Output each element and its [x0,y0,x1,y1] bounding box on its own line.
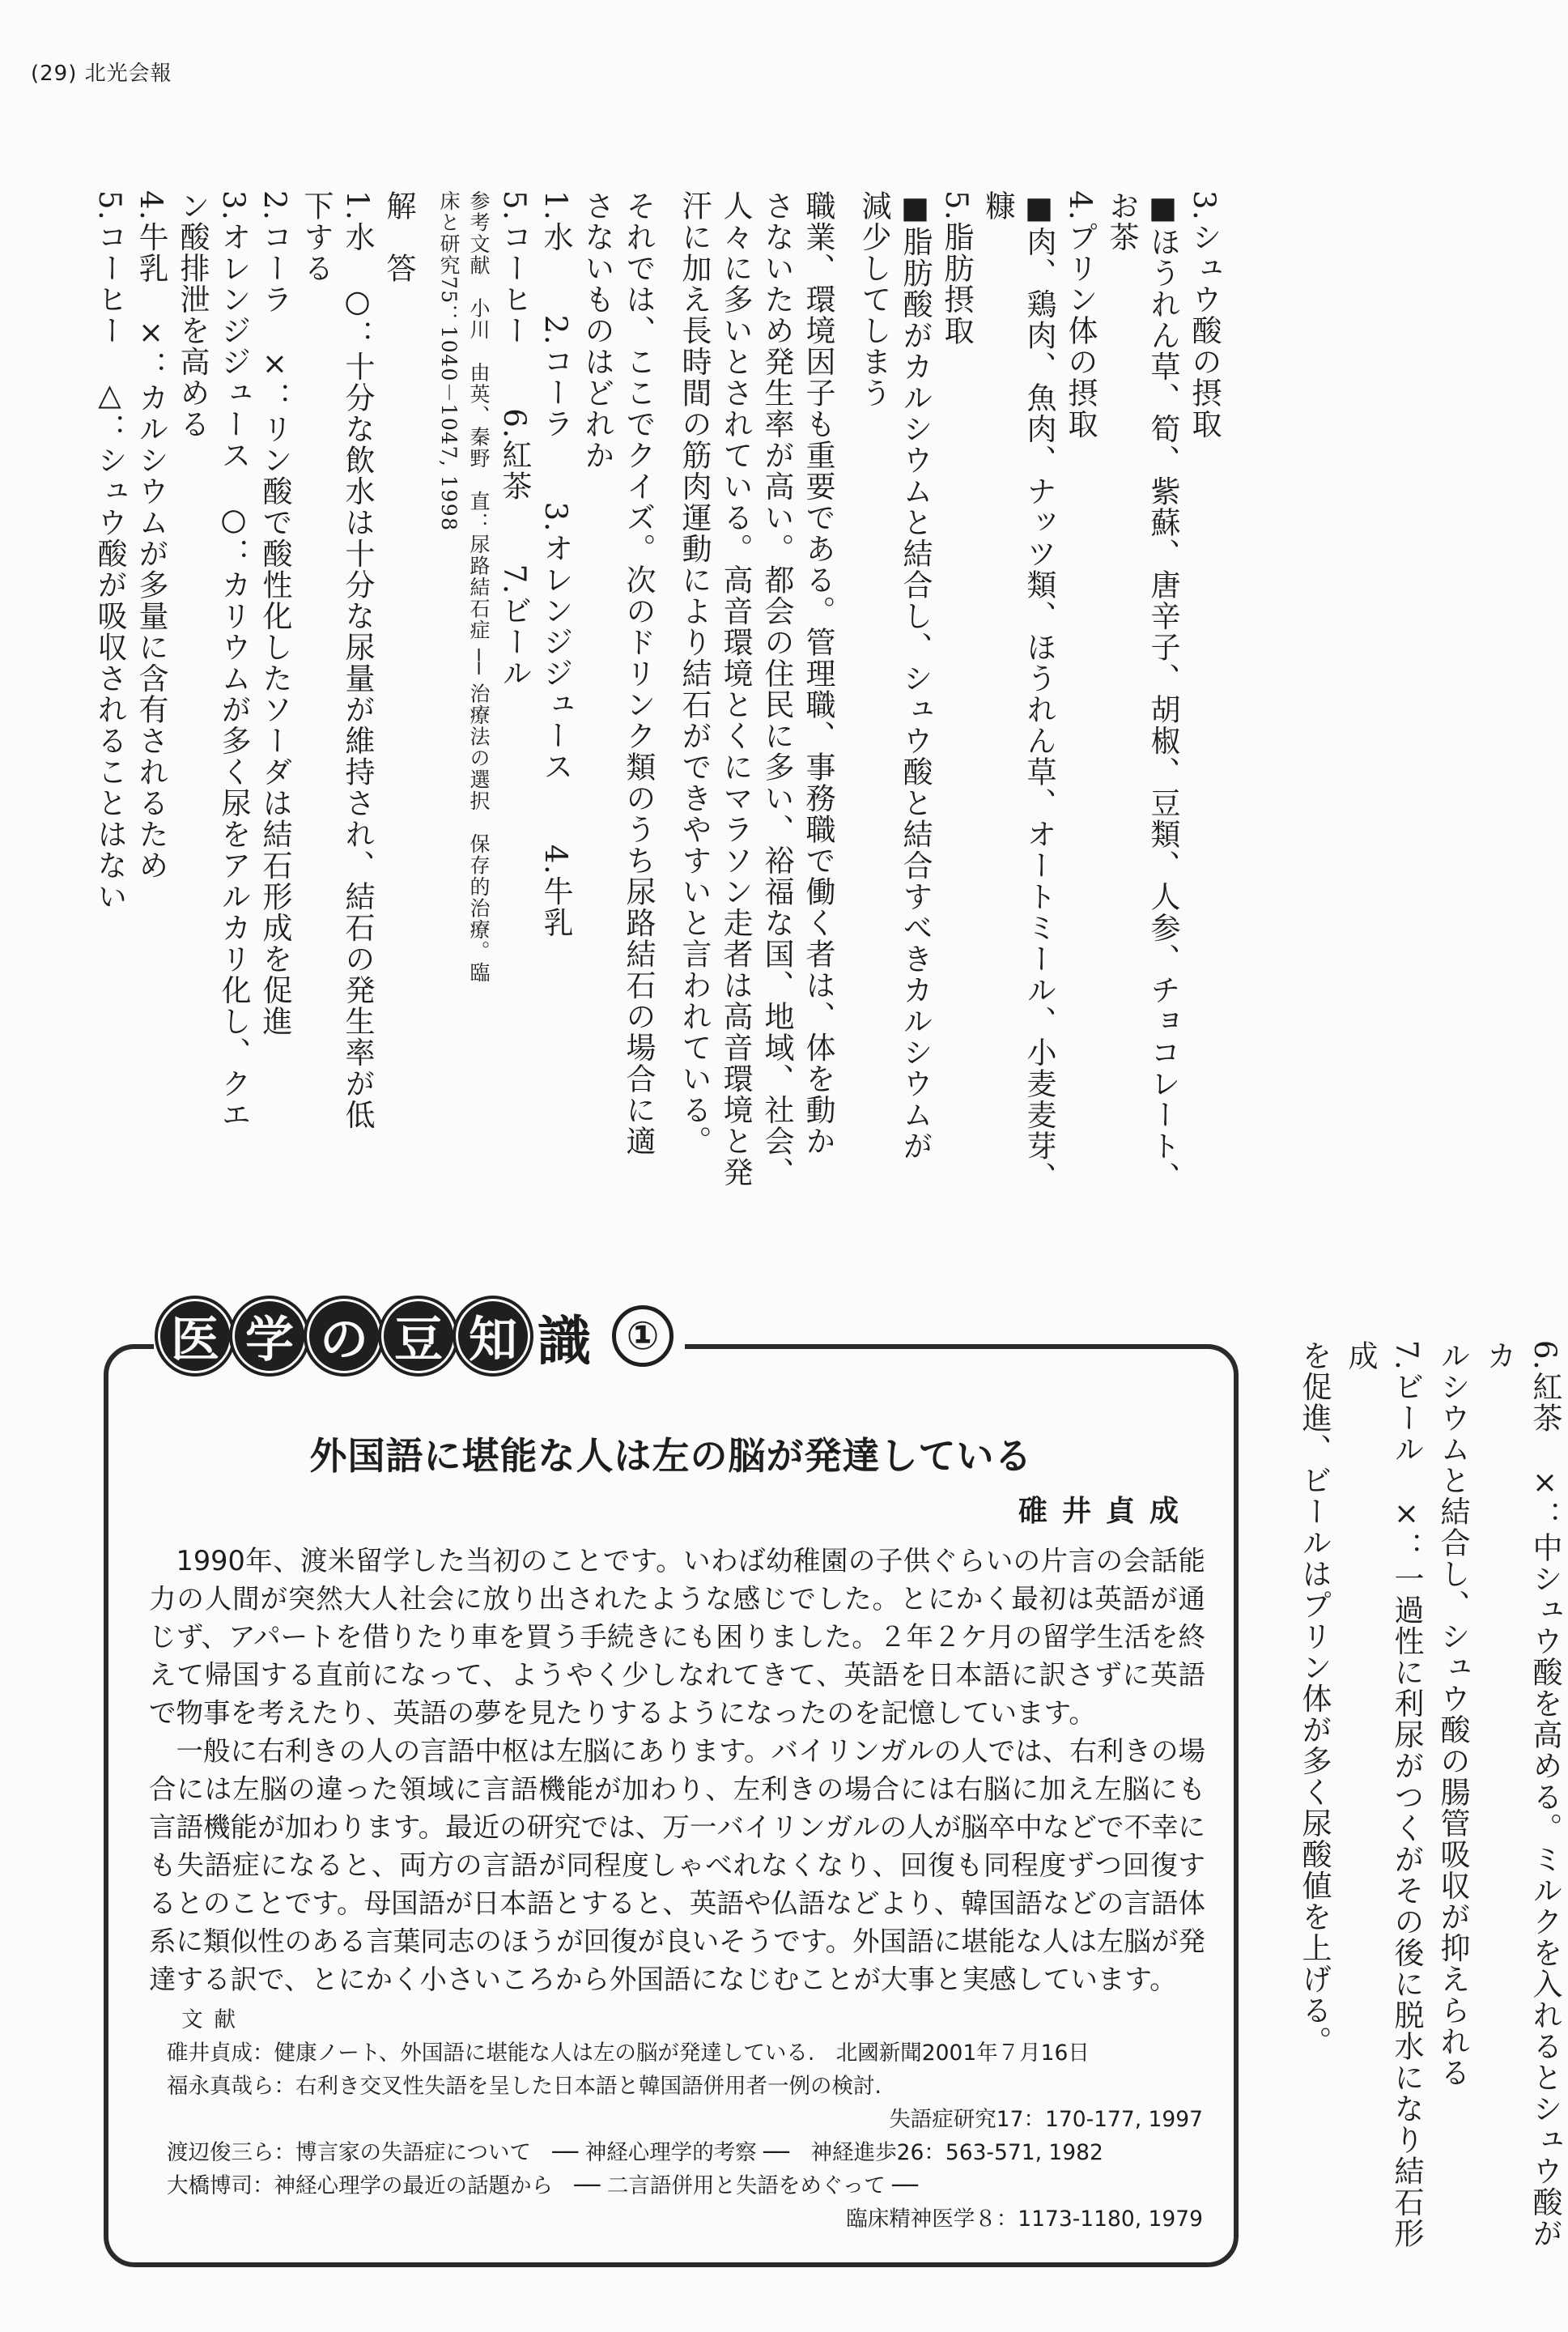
text-line: さないため発生率が高い。都会の住民に多い、裕福な国、地域、社会、 [759,190,794,1188]
column-banner [154,1292,685,1381]
banner-number: ① [612,1305,674,1367]
article-title: 外国語に堪能な人は左の脳が発達している [309,1434,1033,1478]
references-heading: 文献 [181,2007,247,2032]
article-author: 碓井貞成 [1018,1495,1193,1528]
text-line: 人々に多いとされている。高音環境とくにマラソン走者は高音環境と発 [718,190,753,1188]
banner-char: 豆 [384,1301,453,1371]
text-line: 5.脂肪摂取 [939,190,974,347]
answer-line: ルシウムと結合し、シュウ酸の腸管吸収が抑えられる [1435,1340,1470,2088]
paragraph: 1990年、渡米留学した当初のことです。いわば幼稚園の子供ぐらいの片言の会話能力の人間が突然大人社会に放り出されたような感じでした。とにかく最初は英語が通じず、アパートを借りたり車を買う手続きにも困りました。２年２ケ月の留学生活を終えて帰国する直前になって、ようやく少しなれてきて、英語を日本語に訳さずに英語で物事を考えたり、英語の夢を見たりするようになったのを記憶しています。 [149,1545,1205,1729]
quiz-options: 1.水 2.コーラ 3.オレンジジュース 4.牛乳 [538,190,573,938]
answer-line: 7.ビール ×：一過性に利尿がつくがその後に脱水になり結石形成 [1343,1340,1424,2249]
text-line: 3.シュウ酸の摂取 [1187,190,1222,440]
reference-item: 臨床精神医学８：1173-1180, 1979 [846,2206,1203,2232]
banner-char: 学 [235,1301,304,1371]
banner-char: 医 [160,1301,230,1371]
banner-char: の [309,1301,379,1371]
reference-item: 福永真哉ら：右利き交叉性失語を呈した日本語と韓国語併用者一例の検討. [167,2074,882,2099]
answer-line: 4.牛乳 ×：カルシウムが多量に含有されるため [134,190,168,881]
right-answer-column [1291,1340,1568,2255]
reference-item: 渡辺俊三ら：博言家の失語症について ── 神経心理学的考察 ── 神経進歩26：563-571, 1982 [167,2140,1103,2165]
text-line: ■脂肪酸がカルシウムと結合し、シュウ酸と結合すべきカルシウムが [898,190,933,1162]
text-line: ■肉、鶏肉、魚肉、ナッツ類、ほうれん草、オートミール、小麦麦芽、 [1022,190,1056,1193]
text-line: お茶 [1104,190,1139,253]
text-line: 職業、環境因子も重要である。管理職、事務職で働く者は、体を動か [801,190,835,1157]
text-line: 減少してしまう [856,190,891,409]
references [167,2003,1203,2236]
upper-article-column [89,190,1225,1194]
answer-line: 3.オレンジジュース ○：カリウムが多く尿をアルカリ化し、クエ [216,190,251,1130]
quiz-options: 5.コーヒー 6.紅茶 7.ビール [497,190,532,689]
answer-line: ン酸排泄を高める [175,190,210,440]
answer-line: を促進、ビールはプリン体が多く尿酸値を上げる。 [1297,1340,1332,2058]
answer-line: 下する [299,190,334,284]
trivia-box [104,1344,1239,2267]
answer-line: 6.紅茶 ×：中シュウ酸を高める。ミルクを入れるとシュウ酸がカ [1481,1340,1562,2249]
text-line: ■ほうれん草、筍、紫蘇、唐辛子、胡椒、豆類、人参、チョコレート、 [1145,190,1180,1193]
answer-line: 1.水 ○：十分な飲水は十分な尿量が維持され、結石の発生率が低 [340,190,375,1130]
spacer [839,190,853,1194]
paragraph: 一般に右利きの人の言語中枢は左脳にあります。バイリンガルの人では、右利きの場合には左脳の違った領域に言語機能が加わり、左利きの場合には右脳に加え左脳にも言語機能が加わります。最近の研究では、万一バイリンガルの人が脳卒中などで不幸にも失語症になると、両方の言語が同程度しゃべれなくなり、回復も同程度ずつ回復するとのことです。母国語が日本語とすると、英語や仏語などより、韓国語などの言語体系に類似性のある言葉同志のほうが回復が良いそうです。外国語に堪能な人は左脳が発達する訳で、とにかく小さいころから外国語になじむことが大事と実感しています。 [149,1735,1205,1995]
answer-line: 2.コーラ ×：リン酸で酸性化したソーダは結石形成を促進 [257,190,292,1037]
banner-char: 識 [538,1309,591,1372]
text-line: 4.プリン体の摂取 [1063,190,1098,440]
page-header: (29) 北光会報 [31,62,172,86]
text-line: 汗に加え長時間の筋肉運動により結石ができやすいと言われている。 [677,190,712,1157]
answer-line: 5.コーヒー △：シュウ酸が吸収されることはない [92,190,127,913]
reference-item: 碓井貞成：健康ノート、外国語に堪能な人は左の脳が発達している. 北國新聞2001年７月16日 [167,2040,1090,2066]
spacer [659,190,674,1194]
text-line: 糠 [980,190,1015,222]
text-line: さないものはどれか [580,190,614,471]
spacer [419,190,434,1194]
banner-char: 知 [458,1301,528,1371]
reference-item: 大橋博司：神経心理学の最近の話題から ── 二言語併用と失語をめぐって ── [167,2173,919,2198]
reference-item: 失語症研究17：170-177, 1997 [889,2107,1203,2132]
reference-line: 参考文献 小川 由英、秦野 直：尿路結石症 ── 治療法の選択 保存的治療。臨 [467,190,491,984]
reference-line: 床と研究75：1040－1047, 1998 [437,190,461,532]
text-line: それでは、ここでクイズ。次のドリンク類のうち尿路結石の場合に適 [621,190,656,1157]
article-body [149,1542,1205,1998]
answer-heading: 解 答 [381,190,416,284]
